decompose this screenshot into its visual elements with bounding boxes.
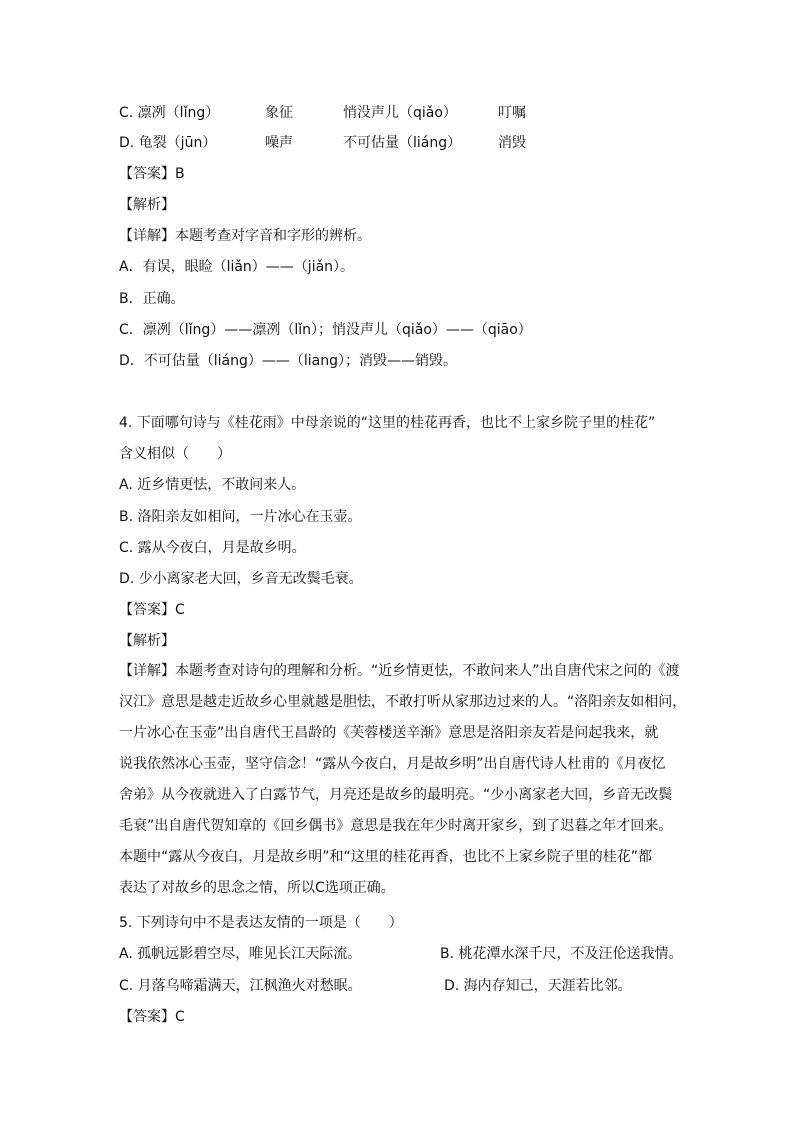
q4-answer: 【答案】C — [119, 602, 185, 618]
q4-detail-line: 一片冰心在玉壶”出自唐代王昌龄的《芙蓉楼送辛渐》意思是洛阳亲友若是问起我来，就 — [119, 725, 659, 741]
q5-option-b: B. 桃花潭水深千尺，不及汪伦送我情。 — [440, 946, 683, 962]
q3-detail: 【详解】本题考查对字音和字形的辨析。 — [119, 228, 371, 244]
q4-stem-line2: 含义相似（ ） — [119, 446, 231, 462]
q3-option-d-word1: D. 龟裂（jūn） — [119, 135, 217, 151]
q4-analysis-label: 【解析】 — [119, 633, 175, 649]
q3-point-a: A．有误，眼睑（liǎn）——（jiǎn）。 — [119, 259, 355, 275]
q3-option-c-word3: 悄没声儿（qiǎo） — [343, 105, 457, 121]
q3-point-c: C．凛冽（lǐng）——凛冽（lǐn）；悄没声儿（qiǎo）——（qiāo） — [119, 322, 532, 338]
q4-stem-line1: 4. 下面哪句诗与《桂花雨》中母亲说的“这里的桂花再香，也比不上家乡院子里的桂花” — [119, 415, 656, 431]
q4-detail-line: 【详解】本题考查对诗句的理解和分析。“近乡情更怯，不敢问来人”出自唐代宋之问的《渡 — [119, 663, 680, 679]
q3-point-b: B．正确。 — [119, 291, 185, 307]
q3-analysis-label: 【解析】 — [119, 197, 175, 213]
q3-option-c-word1: C. 凛冽（lǐng） — [119, 105, 220, 121]
q4-detail-line: 表达了对故乡的思念之情，所以C选项正确。 — [119, 880, 395, 896]
q5-option-a: A. 孤帆远影碧空尽，唯见长江天际流。 — [119, 946, 362, 962]
q4-detail — [119, 656, 687, 904]
q3-option-d — [119, 133, 526, 153]
q3-point-d: D．不可估量（liáng）——（liang）；消毁——销毁。 — [119, 353, 458, 369]
q4-option-b: B. 洛阳亲友如相问，一片冰心在玉壶。 — [119, 509, 362, 525]
q5-option-c: C. 月落乌啼霜满天，江枫渔火对愁眠。 — [119, 978, 362, 994]
q3-option-d-word4: 消毁 — [498, 135, 526, 151]
q4-detail-line: 汉江》意思是越走近故乡心里就越是胆怯，不敢打听从家那边过来的人。“洛阳亲友如相问， — [119, 694, 687, 710]
q3-option-d-word2: 噪声 — [265, 135, 293, 151]
q4-option-a: A. 近乡情更怯，不敢问来人。 — [119, 477, 306, 493]
q5-option-d: D. 海内存知己，天涯若比邻。 — [444, 978, 632, 994]
q3-option-c-word4: 叮嘱 — [498, 105, 526, 121]
q3-option-d-word3: 不可估量（liáng） — [343, 135, 462, 151]
q5-stem: 5. 下列诗句中不是表达友情的一项是（ ） — [119, 915, 403, 931]
q3-option-c-word2: 象征 — [265, 105, 293, 121]
q4-option-d: D. 少小离家老大回，乡音无改鬓毛衰。 — [119, 571, 363, 587]
q4-detail-line: 毛衰”出自唐代贺知章的《回乡偶书》意思是我在年少时离开家乡，到了迟暮之年才回来。 — [119, 818, 673, 834]
q5-answer: 【答案】C — [119, 1009, 185, 1025]
q4-detail-line: 本题中“露从今夜白，月是故乡明”和“这里的桂花再香，也比不上家乡院子里的桂花”都 — [119, 849, 653, 865]
q3-option-c — [119, 103, 526, 123]
q4-detail-line: 舍弟》从今夜就进入了白露节气，月亮还是故乡的最明亮。“少小离家老大回，乡音无改鬓 — [119, 787, 673, 803]
q4-option-c: C. 露从今夜白，月是故乡明。 — [119, 540, 306, 556]
q4-detail-line: 说我依然冰心玉壶，坚守信念！“露从今夜白，月是故乡明”出自唐代诗人杜甫的《月夜忆 — [119, 756, 666, 772]
q3-answer: 【答案】B — [119, 166, 185, 182]
